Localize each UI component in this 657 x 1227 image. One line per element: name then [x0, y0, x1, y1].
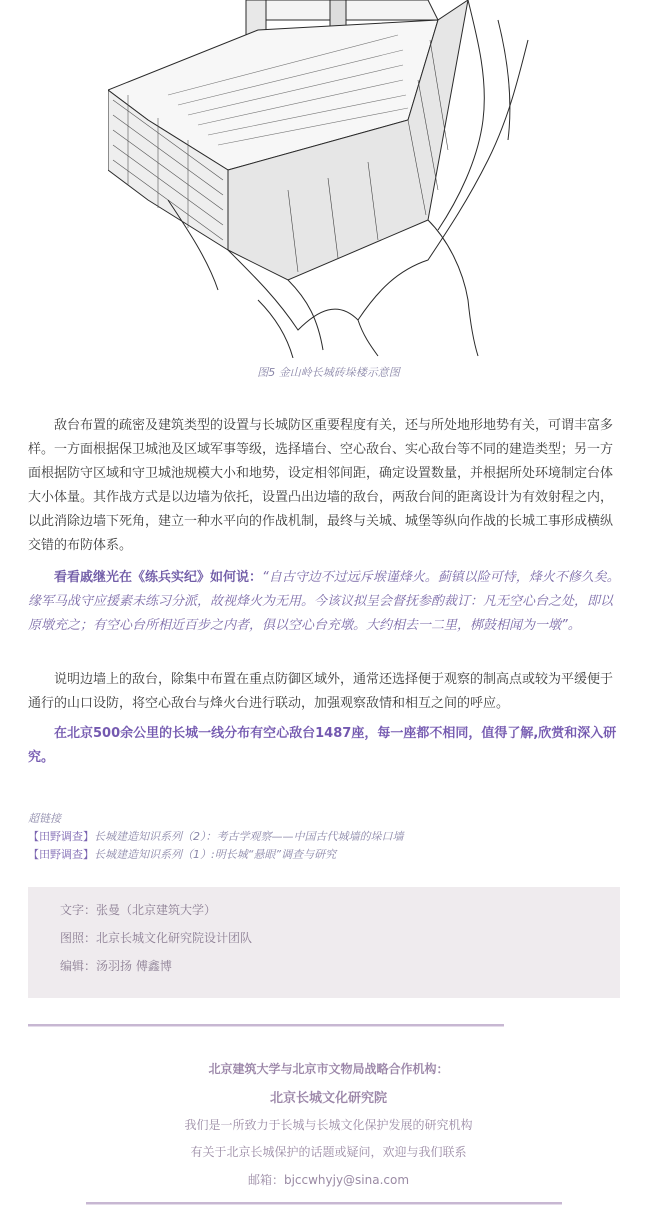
- hyperlinks-heading: 超链接: [28, 812, 61, 825]
- hyperlink-item[interactable]: 【田野调查】长城建造知识系列（2）：考古学观察——中国古代城墙的垛口墙: [28, 830, 404, 843]
- credit-photo: 图照：北京长城文化研究院设计团队: [60, 931, 253, 945]
- article-paragraph-4: 在北京500余公里的长城一线分布有空心敌台1487座，每一座都不相同，值得了解,欣赏和深入研究。: [28, 726, 617, 765]
- credit-text-author: 文字：张曼（北京建筑大学）: [60, 903, 217, 917]
- credit-editor: 编辑：汤羽扬 傅鑫博: [60, 959, 172, 973]
- article-paragraph-2: [28, 566, 622, 638]
- quote-lead: 看看戚继光在《练兵实纪》如何说：: [54, 570, 263, 585]
- divider: [28, 1024, 504, 1027]
- figure-caption: 图5 金山岭长城砖垛楼示意图: [257, 366, 400, 379]
- article-paragraph-3: 说明边墙上的敌台，除集中布置在重点防御区域外，通常还选择便于观察的制高点或较为平缓便于通行的山口设防，将空心敌台与烽火台进行联动，加强观察敌情和相互之间的呼应。: [28, 672, 614, 711]
- article-paragraph-1: 敌台布置的疏密及建筑类型的设置与长城防区重要程度有关，还与所处地形地势有关，可谓丰富多样。一方面根据保卫城池及区域军事等级，选择墙台、空心敌台、实心敌台等不同的建造类型；另一方面根据防守区域和守卫城池规模大小和地势，设定相邻间距，确定设置数量，并根据所处环境制定台体大小体量。其作战方式是以边墙为依托，设置凸出边墙的敌台，两敌台间的距离设计为有效射程之内，以此消除边墙下死角，建立一种水平向的作战机制，最终与关城、城堡等纵向作战的长城工事形成横纵交错的布防体系。: [28, 418, 614, 553]
- divider: [86, 1202, 562, 1205]
- footer-institute-name: 北京长城文化研究院: [269, 1091, 387, 1106]
- footer-description: 我们是一所致力于长城与长城文化保护发展的研究机构: [184, 1118, 473, 1132]
- footer-email[interactable]: 邮箱：bjccwhyjy@sina.com: [247, 1173, 410, 1187]
- hyperlink-item[interactable]: 【田野调查】长城建造知识系列（1）:明长城“悬眼”调查与研究: [28, 848, 337, 861]
- footer-partner-line: 北京建筑大学与北京市文物局战略合作机构：: [208, 1062, 449, 1076]
- hyperlinks-section: [28, 810, 628, 864]
- footer-contact-invite: 有关于北京长城保护的话题或疑问，欢迎与我们联系: [190, 1145, 467, 1159]
- credits-box: [28, 887, 620, 998]
- quote-text: “自古守边不过远斥堠谨烽火。蓟镇以险可恃，烽火不修久矣。缘军马战守应援素未练习分派，故视烽火为无用。今该议拟呈会督抚参酌裁订：凡无空心台之处，即以原墩充之；有空心台所相近百步之内者，俱以空心台充墩。大约相去一二里，梆鼓相闻为一墩”。: [28, 570, 620, 633]
- watchtower-illustration: [108, 0, 538, 358]
